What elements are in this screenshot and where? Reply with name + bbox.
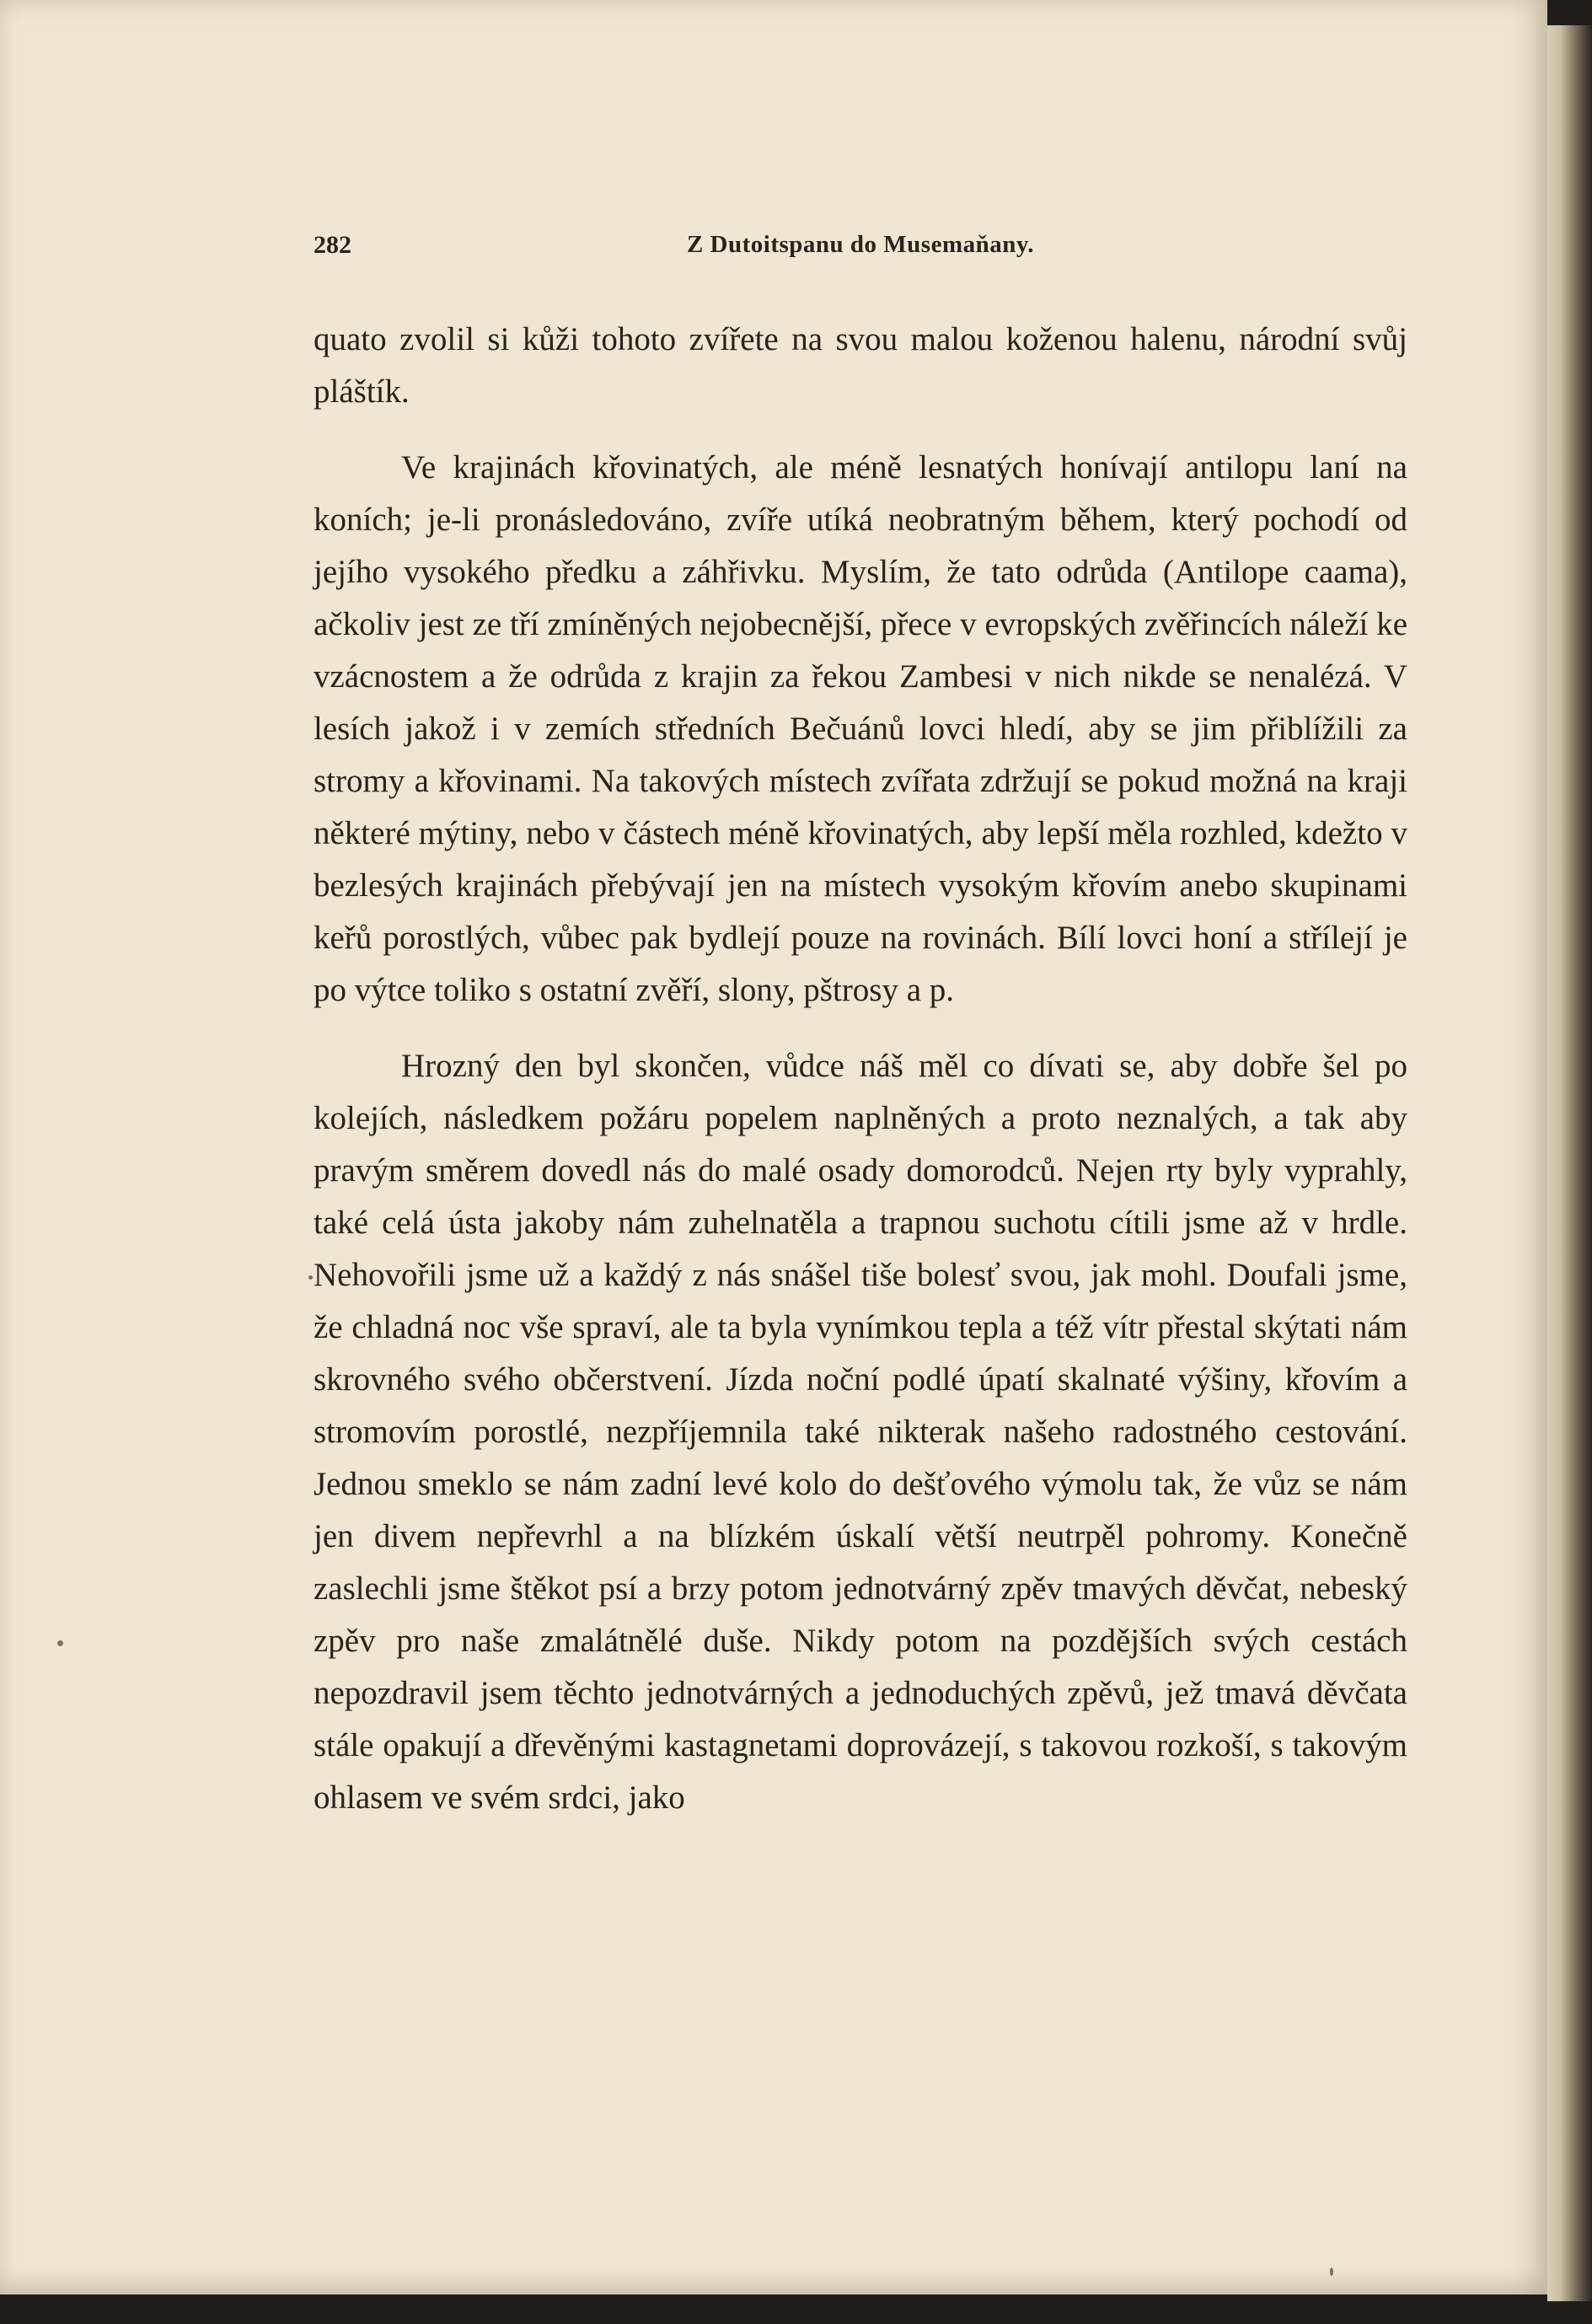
paper-speck bbox=[308, 1275, 313, 1280]
running-title: Z Dutoitspanu do Musemaňany. bbox=[686, 231, 1035, 258]
running-head bbox=[314, 224, 1407, 275]
paper-speck bbox=[57, 1640, 63, 1646]
paragraph-3: Hrozný den byl skončen, vůdce náš měl co dívati se, aby dobře šel po kolejích, následkem požáru popelem naplněných a proto neznalých, a tak aby pravým směrem dovedl nás do malé osady domorodců. Nejen rty byly vyprahly, také celá ústa jakoby nám zuhelnatěla a trapnou suchotu cítili jsme až v hrdle. Nehovořili jsme už a každý z nás snášel tiše bolesť svou, jak mohl. Doufali jsme, že chladná noc vše spraví, ale ta byla vynímkou tepla a též vítr přestal skýtati nám skrovného svého občerstvení. Jízda noční podlé úpatí skalnaté výšiny, křovím a stromovím porostlé, nezpříjemnila také nikterak našeho radostného cestování. Jednou smeklo se nám zadní levé kolo do dešťového výmolu tak, že vůz se nám jen divem nepřevrhl a na blízkém úskalí větší neutrpěl pohromy. Konečně zaslechli jsme štěkot psí a brzy potom jednotvárný zpěv tmavých děvčat, nebeský zpěv pro naše zmalátnělé duše. Nikdy potom na pozdějších svých cestách nepozdravil jsem těchto jednotvárných a jednoduchých zpěvů, jež tmavá děvčata stále opakují a dřevěnými kastagnetami doprovázejí, s takovou rozkoší, s takovým ohlasem ve svém srdci, jako bbox=[314, 1048, 1407, 1816]
page-edge bbox=[1547, 25, 1592, 2301]
page-number: 282 bbox=[314, 231, 351, 259]
paragraph-2: Ve krajinách křovinatých, ale méně lesnatých honívají antilopu laní na koních; je-li pronásledováno, zvíře utíká neobratným během, který pochodí od jejího vysokého předku a záhřivku. Myslím, že tato odrůda (Antilope caama), ačkoliv jest ze tří zmíněných nejobecnější, přece v evropských zvěřincích náleží ke vzácnostem a že odrůda z krajin za řekou Zambesi v nich nikde se nenalézá. V lesích jakož i v zemích středních Bečuánů lovci hledí, aby se jim přiblížili za stromy a křovinami. Na takových místech zvířata zdržují se pokud možná na kraji některé mýtiny, nebo v částech méně křovinatých, aby lepší měla rozhled, kdežto v bezlesých krajinách přebývají jen na místech vysokým křovím anebo skupinami keřů porostlých, vůbec pak bydlejí pouze na rovinách. Bílí lovci honí a střílejí je po výtce toliko s ostatní zvěří, slony, pštrosy a p. bbox=[314, 449, 1407, 1008]
paper-speck bbox=[1330, 2268, 1333, 2276]
paragraph-1: quato zvolil si kůži tohoto zvířete na svou malou koženou halenu, národní svůj pláštík. bbox=[314, 321, 1407, 410]
body-text bbox=[314, 314, 1407, 1824]
